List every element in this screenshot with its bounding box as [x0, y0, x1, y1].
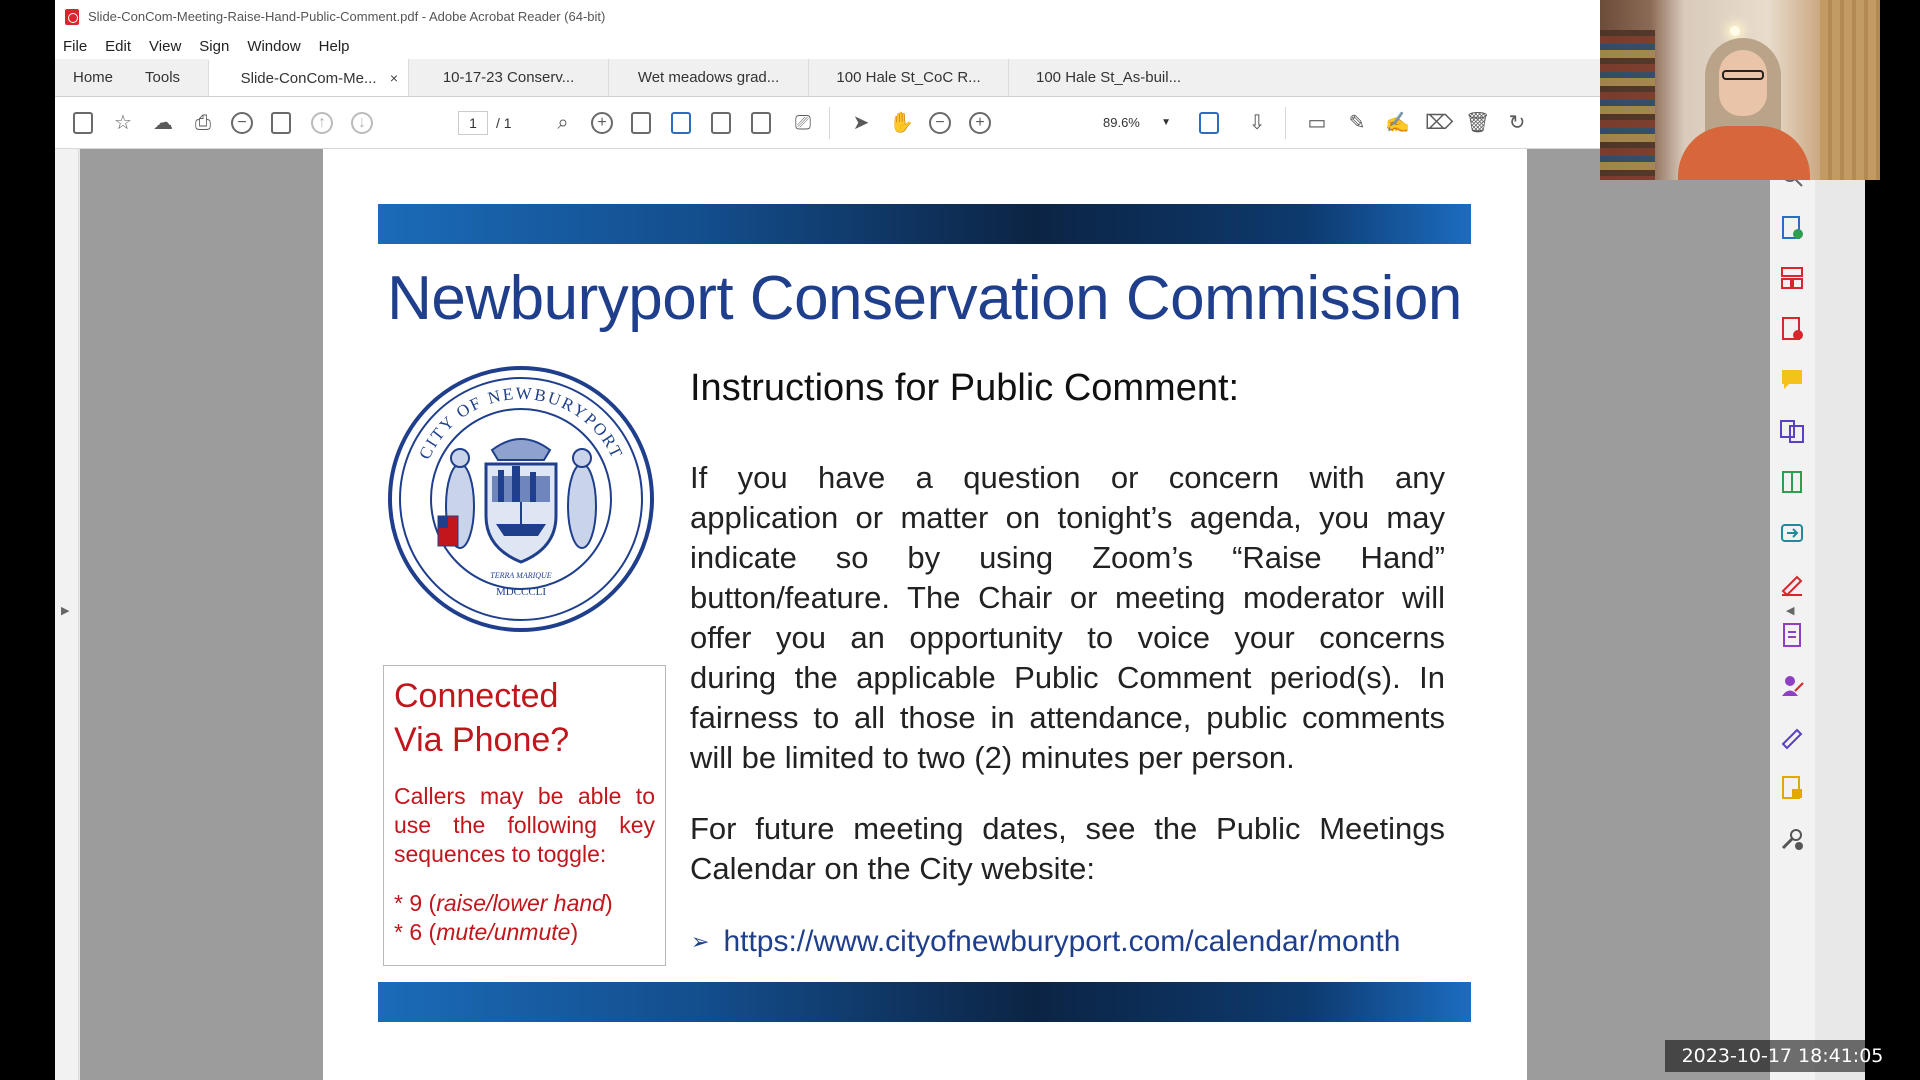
calendar-link[interactable]: https://www.cityofnewburyport.com/calendar/month — [723, 925, 1401, 958]
tab-document[interactable] — [408, 59, 608, 96]
menu-edit[interactable]: Edit — [105, 37, 132, 55]
request-signature-icon[interactable] — [1779, 673, 1805, 699]
highlight-pen-icon[interactable]: ✎ — [1348, 112, 1366, 134]
recording-timestamp: 2023-10-17 18:41:05 — [1665, 1040, 1900, 1072]
body-line: button/feature. The Chair or meeting moderator will — [690, 580, 1445, 615]
body-line: offer you an opportunity to voice your concerns — [690, 620, 1445, 655]
sign-pen-icon[interactable]: ✍ — [1385, 112, 1410, 134]
sign-icon[interactable] — [1779, 724, 1805, 750]
next-page-icon[interactable]: ↓ — [351, 112, 373, 134]
zoom-out-search-icon[interactable]: − — [231, 112, 253, 134]
upload-cloud-icon[interactable]: ☁ — [153, 112, 173, 134]
toolbar — [55, 97, 1865, 149]
canvas-margin-right — [1527, 149, 1770, 1080]
webcam-video — [1600, 0, 1880, 180]
tab-label: 100 Hale St_As-buil... — [1036, 69, 1182, 86]
menu-file[interactable]: File — [63, 37, 88, 55]
title-bar — [55, 0, 1865, 33]
city-seal-icon — [388, 366, 654, 632]
tab-label: 10-17-23 Conserv... — [442, 69, 575, 86]
key-code: * 6 — [394, 919, 423, 945]
menu-sign[interactable]: Sign — [199, 37, 230, 55]
tab-document[interactable] — [608, 59, 808, 96]
left-pane-collapsed — [55, 149, 79, 1080]
arrow-bullet-icon: ➢ — [691, 929, 710, 954]
rotate-icon[interactable]: ↻ — [1508, 112, 1526, 134]
page-navigator — [458, 109, 542, 137]
key-description: raise/lower hand — [436, 890, 605, 916]
top-blue-band — [378, 204, 1471, 244]
acrobat-pdf-icon — [65, 9, 79, 25]
body-line: will be limited to two (2) minutes per person. — [690, 740, 1295, 775]
export-pdf-icon[interactable] — [1779, 215, 1805, 241]
bottom-blue-band — [378, 982, 1471, 1022]
person-glasses — [1722, 70, 1764, 80]
hand-tool-icon[interactable]: ✋ — [889, 112, 914, 134]
fit-width-icon[interactable] — [711, 112, 731, 134]
document-area — [55, 149, 1815, 1080]
compress-icon[interactable] — [1779, 469, 1805, 495]
wooden-door — [1820, 0, 1880, 180]
svg-text:CITY OF NEWBURYPORT: CITY OF NEWBURYPORT — [415, 383, 627, 463]
body-line: application or matter on tonight’s agenda, you may — [690, 500, 1445, 535]
read-mode-icon[interactable] — [751, 112, 771, 134]
key-sequence-item: * 6 (mute/unmute) — [394, 919, 579, 945]
tab-document[interactable] — [1008, 59, 1208, 96]
zoom-level-select[interactable] — [1103, 111, 1171, 135]
bookmark-star-icon[interactable]: ☆ — [114, 112, 132, 134]
tab-document-active[interactable] — [208, 59, 408, 96]
person-face — [1719, 50, 1767, 116]
tab-label: 100 Hale St_CoC R... — [836, 69, 981, 86]
organize-pages-icon[interactable] — [1779, 265, 1805, 291]
expand-right-pane-icon[interactable]: ◀ — [1786, 605, 1795, 617]
find-icon[interactable] — [671, 112, 691, 134]
body-line: indicate so by using Zoom’s “Raise Hand” — [690, 540, 1445, 575]
tab-bar — [55, 59, 1865, 97]
protect-icon[interactable] — [1779, 775, 1805, 801]
more-tools-icon[interactable] — [1779, 826, 1805, 852]
bookshelf — [1600, 30, 1655, 180]
comment-icon[interactable]: ▭ — [1307, 112, 1327, 134]
delete-trash-icon[interactable]: 🗑 — [1465, 112, 1491, 134]
key-code: * 9 — [394, 890, 423, 916]
phone-callout-text: Callers may be able to use the following key sequences to toggle: — [394, 783, 655, 867]
key-sequence-item: * 9 (raise/lower hand) — [394, 890, 613, 916]
zoom-in-icon[interactable]: + — [969, 112, 991, 134]
tag-icon[interactable]: ⌦ — [1425, 112, 1454, 134]
phone-title-line: Via Phone? — [394, 721, 570, 759]
canvas-margin-left — [80, 149, 323, 1080]
future-line: For future meeting dates, see the Public Meetings — [690, 811, 1445, 846]
print-icon[interactable]: ⎙ — [195, 112, 211, 134]
tab-document[interactable] — [808, 59, 1008, 96]
create-pdf-icon[interactable] — [1779, 316, 1805, 342]
menu-view[interactable]: View — [149, 37, 182, 55]
instructions-body — [690, 458, 1445, 778]
body-line: If you have a question or concern with any — [690, 460, 1445, 495]
ceiling-light — [1730, 26, 1740, 36]
acrobat-window — [55, 0, 1865, 1080]
menu-bar — [55, 33, 1865, 59]
stamp-icon[interactable]: ⎚ — [795, 112, 811, 134]
marquee-zoom-icon[interactable]: ⌕ — [557, 112, 569, 134]
phone-key-list — [394, 889, 655, 947]
phone-callout-title — [394, 674, 655, 762]
future-line: Calendar on the City website: — [690, 851, 1095, 886]
snapshot-icon[interactable] — [271, 112, 291, 134]
toolbar-divider — [1285, 107, 1286, 139]
save-icon[interactable] — [73, 112, 93, 134]
slide-title: Newburyport Conservation Commission — [387, 264, 1462, 333]
zoom-level-value: 89.6% — [1103, 115, 1140, 130]
send-icon[interactable] — [1779, 520, 1805, 546]
menu-help[interactable]: Help — [318, 37, 350, 55]
fill-sign-icon[interactable] — [1779, 571, 1805, 597]
phone-title-line: Connected — [394, 677, 559, 715]
select-cursor-icon[interactable]: ➤ — [852, 112, 870, 134]
page-number-input[interactable]: 1 — [458, 111, 488, 135]
zoom-out-icon[interactable]: − — [929, 112, 951, 134]
body-line: during the applicable Public Comment period(s). In — [690, 660, 1445, 695]
phone-callout-box — [383, 665, 666, 966]
tab-tools[interactable]: Tools — [145, 69, 181, 86]
comment-icon[interactable] — [1779, 367, 1805, 393]
close-tab-icon[interactable]: × — [389, 70, 399, 86]
scroll-mode-icon[interactable]: ⇩ — [1248, 112, 1266, 134]
page-total: / 1 — [496, 115, 512, 131]
pdf-page — [323, 149, 1527, 1080]
combine-files-icon[interactable] — [1779, 418, 1805, 444]
body-line: fairness to all those in attendance, public comments — [690, 700, 1445, 735]
expand-left-pane-icon[interactable]: ▶ — [61, 605, 70, 617]
menu-window[interactable]: Window — [247, 37, 301, 55]
tab-label: Slide-ConCom-Me... — [240, 70, 377, 87]
tab-home[interactable]: Home — [73, 69, 114, 86]
calendar-link-row — [691, 925, 1400, 959]
edit-pdf-icon[interactable] — [1779, 622, 1805, 648]
previous-page-icon[interactable]: ↑ — [311, 112, 333, 134]
tab-label: Wet meadows grad... — [637, 69, 780, 86]
fit-page-icon[interactable] — [631, 112, 651, 134]
window-title: Slide-ConCom-Meeting-Raise-Hand-Public-Comment.pdf - Adobe Acrobat Reader (64-bit) — [88, 9, 606, 24]
instructions-heading: Instructions for Public Comment: — [690, 367, 1240, 409]
svg-text:MDCCCLI: MDCCCLI — [495, 586, 547, 598]
key-description: mute/unmute — [436, 919, 571, 945]
dynamic-zoom-icon[interactable]: + — [591, 112, 613, 134]
chevron-down-icon: ▼ — [1161, 117, 1171, 128]
page-display-icon[interactable] — [1199, 112, 1219, 134]
toolbar-divider — [829, 107, 830, 139]
svg-text:TERRA MARIQUE: TERRA MARIQUE — [490, 571, 552, 580]
future-meetings-text — [690, 809, 1445, 889]
